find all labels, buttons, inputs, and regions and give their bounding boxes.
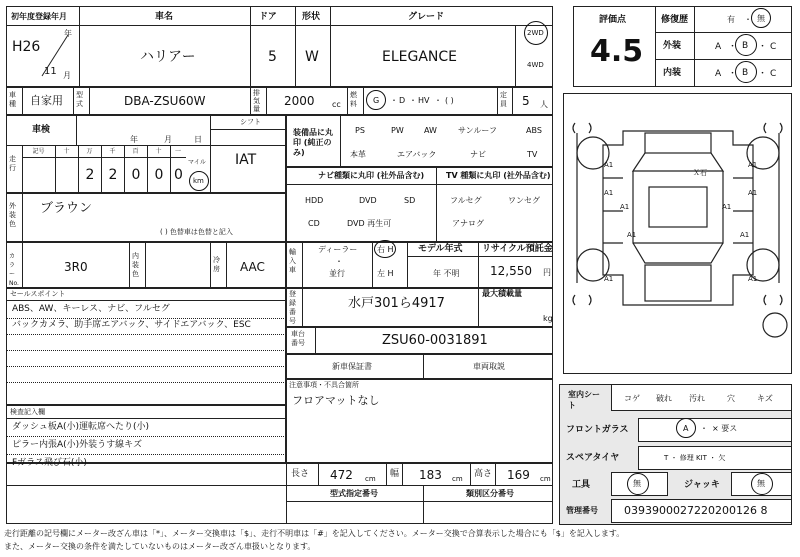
mileage-digit: 0 xyxy=(131,167,141,183)
footer-line-1: 走行距離の記号欄にメーター改ざん車は「*」、メーター交換車は「$」、走行不明車は「#」を記入してください。メーター交換で合算表示した場合にも「$」を記入します。 xyxy=(4,529,625,538)
seat-option: コゲ xyxy=(624,394,640,403)
navi-item: SD xyxy=(404,196,416,205)
damage-mark: A1 xyxy=(748,161,758,169)
tv-item: フルセグ xyxy=(450,196,482,205)
footer-line-2: また、メーター交換の条件を満たしていないものはメーター改ざん車扱いとなります。 xyxy=(4,542,316,551)
equipment-label: 装備品に丸印 (純正のみ) xyxy=(293,128,333,157)
equipment-item: エアバック xyxy=(397,150,437,159)
shape-label: 形状 xyxy=(302,12,321,22)
repair-label: 修復歴 xyxy=(661,15,689,25)
recycle-label: リサイクル預託金 xyxy=(482,244,553,254)
import-label: 輸入車 xyxy=(289,248,296,274)
interior-label: 内装 xyxy=(663,68,682,78)
displacement-label: 排気量 xyxy=(253,89,260,113)
tools-label: 工具 xyxy=(572,480,591,490)
damage-mark: A1 xyxy=(748,189,758,197)
ac-value: AAC xyxy=(240,260,265,274)
door-label: ドア xyxy=(259,12,277,22)
notes-block xyxy=(286,379,553,463)
damage-mark: A1 xyxy=(604,161,614,169)
seat-option: 汚れ xyxy=(689,394,705,403)
shift-value: IAT xyxy=(235,152,257,168)
notes-label: 注意事項・不具合箇所 xyxy=(289,381,359,389)
height-unit: cm xyxy=(540,475,551,483)
seat-option: 穴 xyxy=(727,394,735,403)
designation-label: 型式指定番号 xyxy=(330,489,378,498)
tv-title: TV 種類に丸印 (社外品含む) xyxy=(446,171,551,180)
damage-mark: A1 xyxy=(740,231,750,239)
equipment-item: 本革 xyxy=(350,150,366,159)
chassis-label: 車台番号 xyxy=(291,330,305,347)
capacity-label: 定員 xyxy=(500,91,507,108)
import-parallel: 並行 xyxy=(329,269,345,278)
first-reg-label: 初年度登録年月 xyxy=(11,12,67,21)
model-year-value: 年 不明 xyxy=(433,269,460,278)
mileage-label: 走行 xyxy=(9,155,16,172)
windshield-label: フロントガラス xyxy=(566,425,629,435)
fuel-d: D xyxy=(399,96,406,105)
max-load-label: 最大積載量 xyxy=(482,289,522,298)
mileage-digit: 2 xyxy=(108,167,118,183)
import-dealer: ディーラー xyxy=(318,245,358,254)
grade-value: ELEGANCE xyxy=(382,49,458,65)
header-table xyxy=(6,6,553,87)
warranty-label: 新車保証書 xyxy=(332,362,372,371)
tv-item: ワンセグ xyxy=(508,196,540,205)
fuel-other: ( ) xyxy=(445,96,454,105)
score-value: 4.5 xyxy=(590,34,644,69)
model-value: DBA-ZSU60W xyxy=(124,94,206,108)
damage-mark: A1 xyxy=(722,203,732,211)
mileage-unit-mile: マイル xyxy=(188,159,206,166)
mgmt-label: 管理番号 xyxy=(566,506,598,515)
displacement-value: 2000 xyxy=(284,94,315,108)
seat-label: 室内シート xyxy=(568,390,600,410)
navi-item: DVD xyxy=(359,196,377,205)
grade-label: グレード xyxy=(408,12,445,22)
navi-item: HDD xyxy=(305,196,324,205)
exterior-grade-a: A xyxy=(715,42,722,52)
repair-yes: 有 xyxy=(727,15,735,24)
car-name-label: 車名 xyxy=(155,12,174,22)
inspection-label: 車検 xyxy=(32,125,51,135)
color-note: ( ) 色替車は色替と記入 xyxy=(160,228,233,236)
equipment-item: サンルーフ xyxy=(458,126,497,135)
interior-grade-a: A xyxy=(715,69,722,79)
displacement-unit: cc xyxy=(332,100,341,109)
damage-mark: Ｘ石 xyxy=(693,169,707,177)
tools-value: 無 xyxy=(633,479,641,488)
recycle-unit: 円 xyxy=(543,268,551,277)
exterior-grade-b: B xyxy=(742,41,749,51)
width-unit: cm xyxy=(452,475,463,483)
mgmt-value: 0393900027220200126 8 xyxy=(624,504,768,517)
first-reg-month: 11 xyxy=(44,66,57,77)
equipment-item: AW xyxy=(424,126,437,135)
model-label: 型式 xyxy=(76,91,83,108)
first-reg-year-unit: 年 xyxy=(64,29,72,38)
first-reg-month-unit: 月 xyxy=(63,71,71,80)
color-label: 外装色 xyxy=(9,202,16,228)
inspection-day-unit: 日 xyxy=(194,135,202,144)
length-unit: cm xyxy=(365,475,376,483)
spare-label: スペアタイヤ xyxy=(566,453,620,463)
fuel-label: 燃料 xyxy=(350,91,357,108)
damage-mark: A1 xyxy=(604,275,614,283)
mileage-header: 十 xyxy=(63,148,70,155)
damage-mark: A1 xyxy=(627,231,637,239)
car-diagram xyxy=(563,93,792,374)
plate-label: 登録番号 xyxy=(289,290,296,325)
mileage-header: 記号 xyxy=(32,148,45,155)
inspector-note-line: ダッシュ板A(小)運転席へたり(小) xyxy=(12,422,150,432)
recycle-value: 12,550 xyxy=(490,264,532,278)
exterior-label: 外装 xyxy=(663,41,682,51)
tv-item: アナログ xyxy=(452,219,484,228)
color-value: ブラウン xyxy=(40,201,93,216)
navi-title: ナビ種類に丸印 (社外品含む) xyxy=(318,171,425,180)
color-code-value: 3R0 xyxy=(64,260,88,274)
inspector-note-line: Fガラス飛び石(小) xyxy=(12,458,87,468)
interior-grade-b: B xyxy=(742,68,749,78)
mileage-header: 万 xyxy=(86,148,93,155)
equipment-item: ABS xyxy=(526,126,542,135)
spare-options: T ・ 修理 KIT ・ 欠 xyxy=(664,454,726,462)
seat-option: 破れ xyxy=(656,394,672,403)
inspection-month-unit: 月 xyxy=(164,135,172,144)
damage-mark: A1 xyxy=(604,189,614,197)
mileage-digit: 0 xyxy=(174,167,183,183)
damage-mark: A1 xyxy=(620,203,630,211)
width-value: 183 xyxy=(419,468,442,482)
seat-option: キズ xyxy=(757,394,773,403)
equipment-item: PW xyxy=(391,126,404,135)
mileage-header: 千 xyxy=(109,148,116,155)
mileage-header: 十 xyxy=(155,148,162,155)
inspection-year-unit: 年 xyxy=(130,135,138,144)
type-label: 車種 xyxy=(9,91,16,108)
height-value: 169 xyxy=(507,468,530,482)
sales-points-label: セールスポイント xyxy=(10,290,66,298)
mileage-header: 百 xyxy=(132,148,139,155)
height-label: 高さ xyxy=(474,469,493,479)
mileage-digit: 2 xyxy=(85,167,95,183)
interior-color-label: 内装色 xyxy=(132,252,139,278)
max-load-unit: kg xyxy=(543,314,553,323)
shift-label: シフト xyxy=(240,118,261,126)
equipment-item: TV xyxy=(527,150,538,159)
score-label: 評価点 xyxy=(599,15,627,25)
plate-value: 水戸301ら4917 xyxy=(348,296,445,311)
repair-no: 無 xyxy=(757,14,765,23)
inspector-notes-label: 検査記入欄 xyxy=(10,408,45,416)
warranty-block xyxy=(286,354,553,379)
sales-point-line: ABS、AW、キーレス、ナビ、フルセグ xyxy=(12,304,170,314)
capacity-unit: 人 xyxy=(540,100,548,109)
length-value: 472 xyxy=(330,468,353,482)
ac-label: 冷房 xyxy=(213,256,220,273)
car-name-value: ハリアー xyxy=(140,49,196,65)
length-label: 長さ xyxy=(291,469,310,479)
color-code-label: カラーNo. xyxy=(9,253,19,287)
type-value: 自家用 xyxy=(30,94,63,107)
mileage-header: 一 xyxy=(175,148,182,155)
drive-4wd: 4WD xyxy=(527,61,544,69)
interior-grade-c: C xyxy=(770,69,777,79)
equipment-item: PS xyxy=(355,126,365,135)
import-right-hand: 右 H xyxy=(377,245,394,254)
sales-point-line: バックカメラ、助手席エアバック、サイドエアバック、ESC xyxy=(12,320,251,330)
windshield-a: A xyxy=(683,424,689,433)
navi-item: CD xyxy=(308,219,320,228)
exterior-grade-c: C xyxy=(770,42,777,52)
navi-item: DVD 再生可 xyxy=(347,219,392,228)
chassis-value: ZSU60-0031891 xyxy=(382,333,488,348)
import-left-hand: 左 H xyxy=(377,269,394,278)
jack-value: 無 xyxy=(757,479,765,488)
model-year-label: モデル年式 xyxy=(418,244,463,254)
fuel-hv: HV xyxy=(418,96,430,105)
inspector-note-line: ピラー内張A(小)外装うす線キズ xyxy=(12,440,142,450)
drive-2wd: 2WD xyxy=(527,29,544,37)
manual-label: 車両取説 xyxy=(473,362,505,371)
category-label: 類別区分番号 xyxy=(466,489,514,498)
mileage-digit: 0 xyxy=(154,167,164,183)
shape-value: W xyxy=(305,49,319,65)
first-reg-era: H26 xyxy=(12,39,41,55)
door-value: 5 xyxy=(268,49,277,65)
equipment-item: ナビ xyxy=(470,150,486,159)
width-label: 幅 xyxy=(390,469,400,479)
capacity-value: 5 xyxy=(522,94,530,108)
windshield-x: × 要ス xyxy=(712,424,738,433)
notes-value: フロアマットなし xyxy=(292,394,380,407)
damage-mark: A1 xyxy=(748,275,758,283)
jack-label: ジャッキ xyxy=(684,480,720,490)
mileage-unit-km: km xyxy=(193,177,204,185)
fuel-g: G xyxy=(373,96,380,105)
